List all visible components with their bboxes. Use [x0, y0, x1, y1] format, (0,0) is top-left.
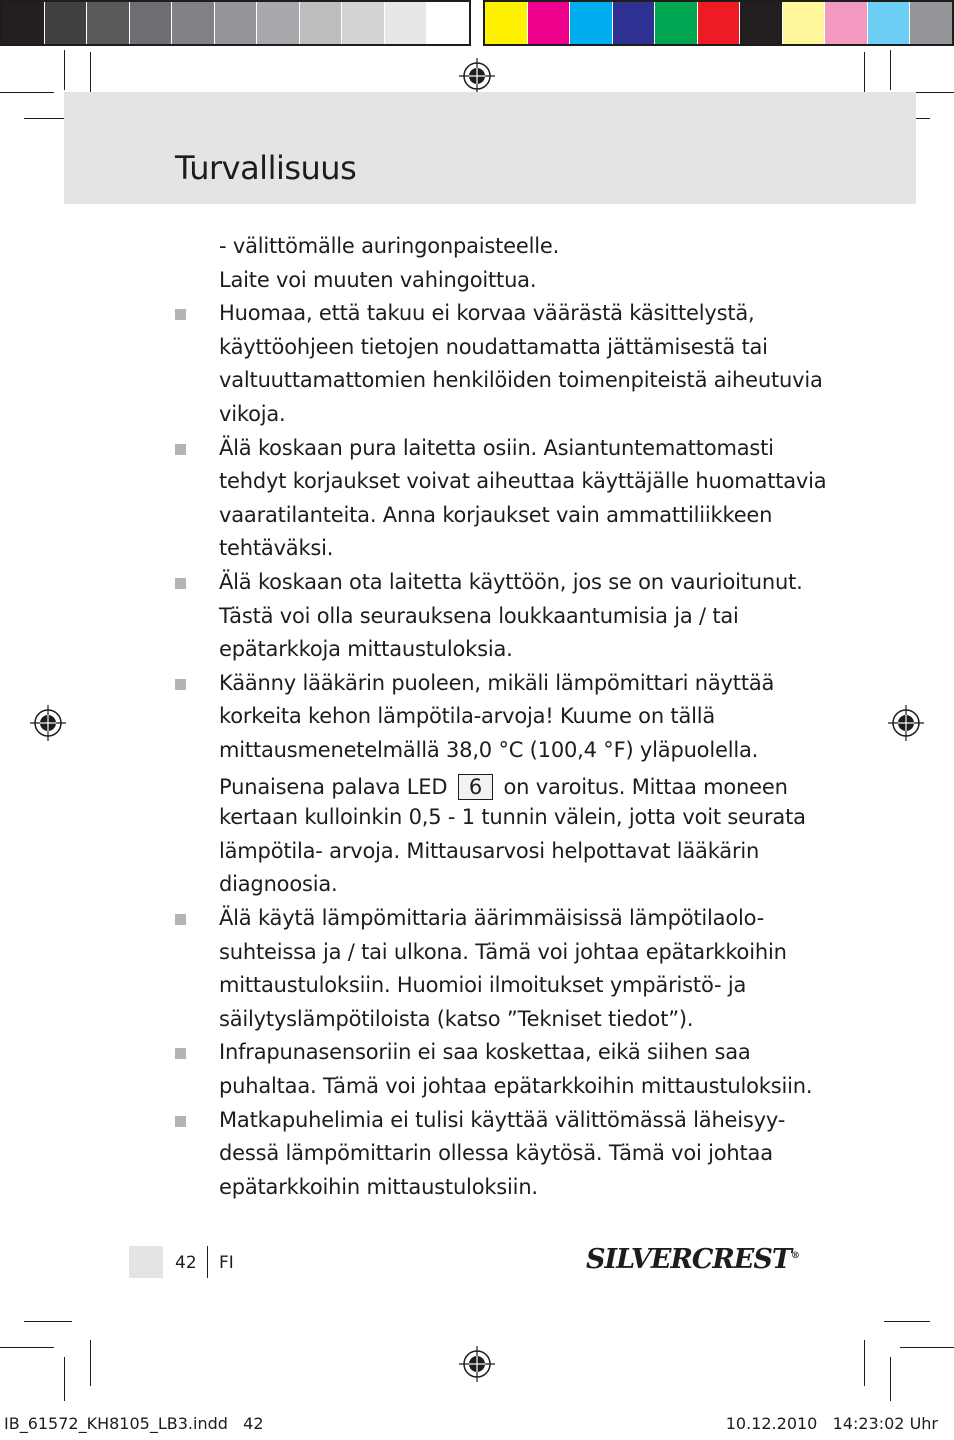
text-line-content: Käänny lääkärin puoleen, mikäli lämpömittari näyttää: [219, 670, 775, 695]
page-number: 42: [175, 1253, 197, 1273]
text-line: [219, 370, 823, 391]
text-line: [219, 807, 806, 828]
text-line-content: Infrapunasensoriin ei saa koskettaa, eikä siihen saa: [219, 1040, 751, 1065]
text-line: [219, 1006, 694, 1031]
text-line: [219, 303, 755, 324]
registration-mark-icon: [459, 1346, 495, 1382]
text-line: [219, 1174, 538, 1199]
text-line-content: tehtäväksi.: [219, 536, 334, 561]
text-line-content: Älä koskaan pura laitetta osiin. Asiantuntemattomasti: [219, 435, 774, 460]
text-line: [219, 1107, 786, 1132]
text-line-content: Huomaa, että takuu ei korvaa väärästä käsittelystä,: [219, 301, 755, 326]
crop-mark: [864, 1340, 865, 1386]
text-line-content: Punaisena palava LED: [219, 774, 448, 799]
bullet-square-icon: [175, 914, 186, 925]
text-line: [219, 236, 559, 257]
text-line-content: korkeita kehon lämpötila-arvoja! Kuume on tällä: [219, 704, 716, 729]
text-line-content: mittausmenetelmällä 38,0 °C (100,4 °F) yläpuolella.: [219, 738, 759, 762]
brand-name: SILVERCREST: [586, 1244, 791, 1275]
section-header-band: [64, 92, 916, 204]
text-line-content: - välittömälle auringonpaisteelle.: [219, 234, 560, 258]
text-line: [219, 670, 775, 695]
language-code: FI: [219, 1253, 234, 1273]
text-line-content: on varoitus. Mittaa moneen: [503, 774, 788, 799]
text-line: [219, 639, 513, 660]
bullet-square-icon: [175, 578, 186, 589]
file-slug: IB_61572_KH8105_LB3.indd 42: [4, 1414, 264, 1433]
bullet-square-icon: [175, 1048, 186, 1059]
text-line: [219, 538, 333, 559]
brand-logo: [586, 1244, 799, 1275]
text-line: [219, 404, 286, 425]
bullet-square-icon: [175, 444, 186, 455]
text-line-content: diagnoosia.: [219, 872, 338, 897]
text-line: [219, 939, 787, 964]
page-title: Turvallisuus: [175, 149, 357, 187]
bullet-square-icon: [175, 309, 186, 320]
text-line-content: dessä lämpömittarin ollessa käytösä. Tämä voi johtaa: [219, 1141, 773, 1166]
text-line-content: kertaan kulloinkin 0,5 - 1 tunnin välein, jotta voit seurata: [219, 805, 806, 830]
crop-mark: [900, 1347, 954, 1348]
text-line: [219, 471, 826, 492]
registration-mark-icon: [888, 705, 924, 741]
text-line-content: valtuuttamattomien henkilöiden toimenpiteistä aiheutuvia: [219, 368, 823, 393]
led-reference-box: 6: [458, 774, 493, 800]
registration-mark-icon: [459, 58, 495, 94]
text-line: [219, 706, 715, 727]
crop-mark: [64, 1357, 65, 1401]
crop-mark: [24, 1321, 72, 1322]
text-line: [219, 334, 768, 359]
bullet-square-icon: [175, 679, 186, 690]
text-line: [219, 1076, 812, 1097]
text-line: [219, 435, 774, 460]
text-line: [219, 740, 758, 761]
text-line-content: Laite voi muuten vahingoittua.: [219, 267, 537, 292]
text-line: [219, 603, 739, 628]
crop-mark: [890, 1357, 891, 1401]
footer-tab: [129, 1246, 163, 1278]
text-line-content: vikoja.: [219, 402, 286, 426]
text-line-content: lämpötila- arvoja. Mittausarvosi helpottavat lääkärin: [219, 838, 760, 863]
text-line-content: epätarkkoja mittaustuloksia.: [219, 637, 513, 662]
crop-mark: [90, 1340, 91, 1386]
text-line: [219, 838, 760, 863]
print-color-bars: [0, 0, 954, 46]
color-bar-frame: [0, 0, 471, 46]
text-line: [219, 874, 338, 895]
text-line: [219, 774, 788, 800]
text-line: [219, 267, 537, 292]
color-bar-frame: [483, 0, 954, 46]
crop-mark: [890, 50, 891, 90]
text-line-content: epätarkkoihin mittaustuloksiin.: [219, 1174, 538, 1199]
text-line-content: suhteissa ja / tai ulkona. Tämä voi johtaa epätarkkoihin: [219, 939, 787, 964]
text-line: [219, 572, 803, 593]
crop-mark: [0, 92, 54, 93]
registration-mark-icon: [30, 705, 66, 741]
crop-mark: [64, 50, 65, 90]
text-line-content: puhaltaa. Tämä voi johtaa epätarkkoihin mittaustuloksiin.: [219, 1074, 813, 1098]
text-line: [219, 1042, 751, 1063]
text-line-content: Matkapuhelimia ei tulisi käyttää välittömässä läheisyy-: [219, 1107, 786, 1132]
text-line: [219, 908, 764, 929]
date-slug: 10.12.2010 14:23:02 Uhr: [725, 1414, 938, 1433]
bullet-square-icon: [175, 1116, 186, 1127]
text-line-content: tehdyt korjaukset voivat aiheuttaa käyttäjälle huomattavia: [219, 469, 827, 494]
text-line-content: Tästä voi olla seurauksena loukkaantumisia ja / tai: [219, 603, 739, 628]
footer-divider: [207, 1246, 208, 1278]
text-line-content: Älä käytä lämpömittaria äärimmäisissä lämpötilaolo-: [219, 906, 765, 930]
text-line-content: vaaratilanteita. Anna korjaukset vain ammattiliikkeen: [219, 502, 773, 527]
text-line: [219, 975, 746, 996]
text-line: [219, 502, 773, 527]
brand-registered-mark: ®: [790, 1251, 799, 1261]
crop-mark: [0, 1347, 54, 1348]
text-line-content: säilytyslämpötiloista (katso ”Tekniset tiedot”).: [219, 1006, 694, 1031]
crop-mark: [884, 1321, 930, 1322]
text-line: [219, 1143, 773, 1164]
text-line-content: mittaustuloksiin. Huomioi ilmoitukset ympäristö- ja: [219, 973, 747, 998]
text-line-content: Älä koskaan ota laitetta käyttöön, jos se on vaurioitunut.: [219, 570, 803, 594]
text-line-content: käyttöohjeen tietojen noudattamatta jättämisestä tai: [219, 334, 768, 359]
